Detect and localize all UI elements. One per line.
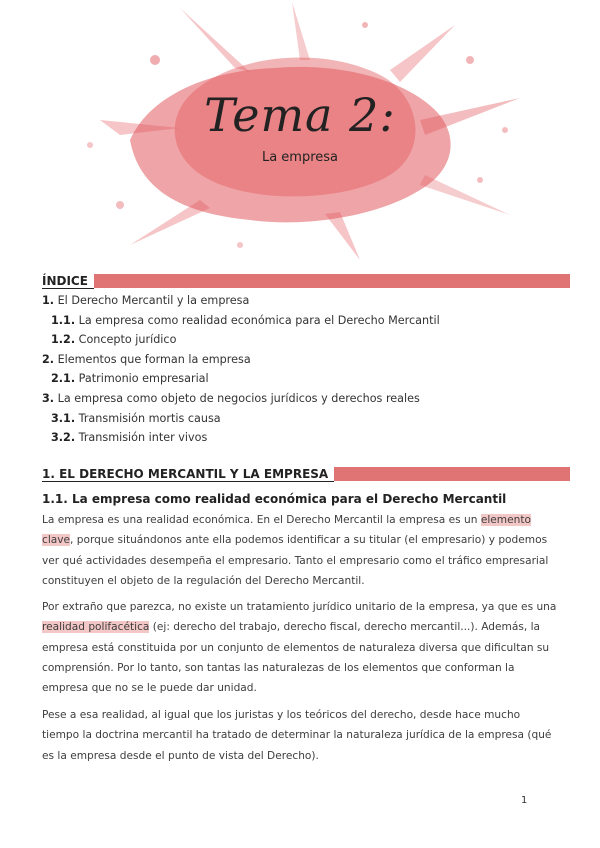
toc-item[interactable]: 3.1. Transmisión mortis causa xyxy=(51,411,221,425)
toc-item[interactable]: 3. La empresa como objeto de negocios jurídicos y derechos reales xyxy=(42,391,420,405)
page-number: 1 xyxy=(521,795,528,806)
table-of-contents xyxy=(42,291,562,448)
index-heading-bar xyxy=(42,272,570,290)
toc-item[interactable]: 2. Elementos que forman la empresa xyxy=(42,352,251,366)
highlight: elemento clave xyxy=(42,514,531,547)
subsection-heading: 1.1. La empresa como realidad económica para el Derecho Mercantil xyxy=(42,492,507,506)
index-heading: ÍNDICE xyxy=(42,274,94,289)
toc-item[interactable]: 1. El Derecho Mercantil y la empresa xyxy=(42,294,250,307)
toc-item[interactable]: 1.1. La empresa como realidad económica para el Derecho Mercantil xyxy=(51,313,440,327)
section1-heading: 1. EL DERECHO MERCANTIL Y LA EMPRESA xyxy=(42,467,334,482)
document-title: Tema 2: xyxy=(204,88,396,142)
document-subtitle: La empresa xyxy=(261,150,339,165)
paragraph-2: Por extraño que parezca, no existe un tratamiento jurídico unitario de la empresa, ya que es una realidad polifacética (ej: derecho del trabajo, derecho fiscal, derecho mercantil...). Además, la empresa está constituida por un conjunto de elementos de naturaleza diversa que dificultan su comprensión. Por lo tanto, son tantas las naturalezas de los elementos que conforman la empresa que no se le puede dar unidad. xyxy=(42,601,557,695)
paragraph-3: Pese a esa realidad, al igual que los juristas y los teóricos del derecho, desde hace mucho tiempo la doctrina mercantil ha tratado de determinar la naturaleza jurídica de la empresa (qué es la empresa desde el punto de vista del Derecho). xyxy=(42,709,552,762)
toc-item[interactable]: 1.2. Concepto jurídico xyxy=(51,333,177,347)
heading-bar-fill xyxy=(94,274,570,288)
highlight: realidad polifacética xyxy=(42,621,150,634)
section1-heading-bar xyxy=(42,465,570,483)
toc-item[interactable]: 2.1. Patrimonio empresarial xyxy=(51,372,209,386)
heading-bar-fill xyxy=(334,467,570,481)
toc-item[interactable]: 3.2. Transmisión inter vivos xyxy=(51,431,208,445)
paragraph-1: La empresa es una realidad económica. En el Derecho Mercantil la empresa es un elemento clave, porque situándonos ante ella podemos identificar a su titular (el empresario) y podemos ver qué actividades desempeña el empresario. Tanto el empresario como el tráfico empresarial constituyen el objeto de la regulación del Derecho Mercantil. xyxy=(42,514,549,587)
